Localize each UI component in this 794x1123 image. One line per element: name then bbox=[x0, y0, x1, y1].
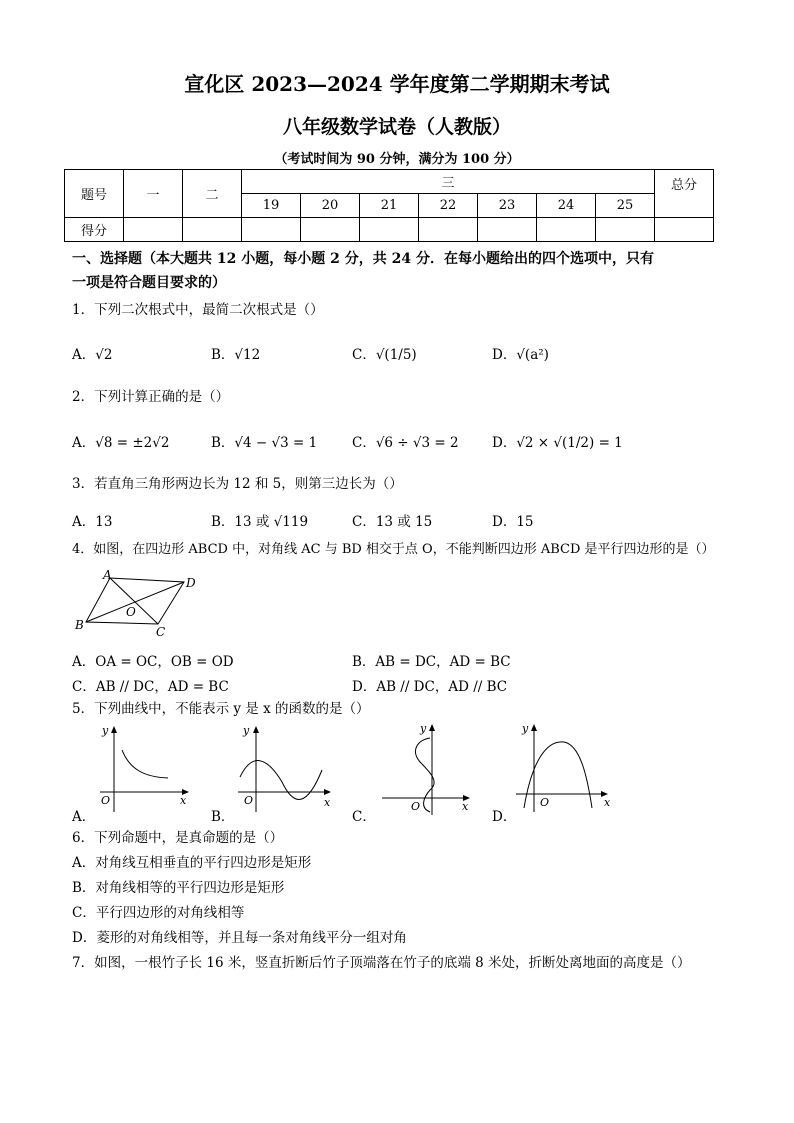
section-1-heading-line1: 一、选择题（本大题共 12 小题，每小题 2 分，共 24 分．在每小题给出的四个选项中，只有 bbox=[72, 251, 654, 267]
score-cell[interactable] bbox=[183, 218, 242, 242]
svg-text:O: O bbox=[101, 794, 111, 807]
q5-graph-a bbox=[90, 722, 195, 817]
q4-stem: 4．如图，在四边形 ABCD 中，对角线 AC 与 BD 相交于点 O，不能判断四边形 ABCD 是平行四边形的是（） bbox=[72, 542, 715, 557]
q1-option-a[interactable]: A．√2 bbox=[72, 347, 113, 363]
row-label-score: 得分 bbox=[65, 218, 124, 242]
q3-stem: 3．若直角三角形两边长为 12 和 5，则第三边长为（） bbox=[72, 476, 403, 492]
q6-option-d[interactable]: D．菱形的对角线相等，并且每一条对角线平分一组对角 bbox=[72, 930, 407, 946]
svg-text:O: O bbox=[244, 794, 254, 807]
section-1-heading-line2: 一项是符合题目要求的） bbox=[72, 275, 226, 291]
sub-col-23: 23 bbox=[478, 194, 537, 218]
score-cell[interactable] bbox=[478, 218, 537, 242]
q2-option-d[interactable]: D．√2 × √(1/2) = 1 bbox=[492, 435, 623, 451]
score-cell[interactable] bbox=[301, 218, 360, 242]
q1-stem: 1．下列二次根式中，最简二次根式是（） bbox=[72, 302, 324, 318]
q3-option-c[interactable]: C．13 或 15 bbox=[352, 514, 433, 530]
q3-option-d[interactable]: D．15 bbox=[492, 514, 534, 530]
sub-col-25: 25 bbox=[596, 194, 655, 218]
q4-option-d[interactable]: D．AB // DC，AD // BC bbox=[352, 679, 508, 695]
q2-option-b[interactable]: B．√4 − √3 = 1 bbox=[211, 435, 318, 451]
q2-option-c[interactable]: C．√6 ÷ √3 = 2 bbox=[352, 435, 459, 451]
q5-option-b[interactable]: B． bbox=[211, 809, 235, 825]
q6-stem: 6．下列命题中，是真命题的是（） bbox=[72, 830, 284, 846]
score-cell[interactable] bbox=[124, 218, 183, 242]
score-table bbox=[64, 169, 714, 242]
q1-option-c[interactable]: C．√(1/5) bbox=[352, 347, 417, 363]
sub-col-20: 20 bbox=[301, 194, 360, 218]
score-cell[interactable] bbox=[596, 218, 655, 242]
score-cell[interactable] bbox=[360, 218, 419, 242]
svg-text:y: y bbox=[522, 722, 529, 735]
q5-graph-d bbox=[512, 720, 617, 817]
svg-text:y: y bbox=[420, 722, 427, 735]
score-cell[interactable] bbox=[419, 218, 478, 242]
q5-option-c[interactable]: C． bbox=[352, 809, 376, 825]
q2-stem: 2．下列计算正确的是（） bbox=[72, 389, 230, 405]
q1-option-b[interactable]: B．√12 bbox=[211, 347, 261, 363]
fig-label-d: D bbox=[186, 576, 196, 590]
q5-stem: 5．下列曲线中，不能表示 y 是 x 的函数的是（） bbox=[72, 701, 370, 717]
q6-option-c[interactable]: C．平行四边形的对角线相等 bbox=[72, 905, 245, 921]
sub-col-22: 22 bbox=[419, 194, 478, 218]
col-section-1: 一 bbox=[124, 170, 183, 218]
fig-label-a: A bbox=[103, 568, 112, 582]
col-section-2: 二 bbox=[183, 170, 242, 218]
q6-option-a[interactable]: A．对角线互相垂直的平行四边形是矩形 bbox=[72, 855, 312, 871]
svg-text:x: x bbox=[324, 796, 331, 809]
svg-text:y: y bbox=[243, 724, 250, 737]
q5-option-a[interactable]: A． bbox=[72, 809, 96, 825]
fig-label-b: B bbox=[75, 618, 84, 632]
exam-note: （考试时间为 90 分钟，满分为 100 分） bbox=[274, 152, 520, 167]
q2-option-a[interactable]: A．√8 = ±2√2 bbox=[72, 435, 170, 451]
col-section-3: 三 bbox=[242, 170, 655, 194]
score-cell[interactable] bbox=[655, 218, 714, 242]
exam-subtitle: 八年级数学试卷（人教版） bbox=[282, 116, 511, 138]
svg-text:x: x bbox=[604, 796, 611, 809]
exam-title: 宣化区 2023—2024 学年度第二学期期末考试 bbox=[184, 72, 610, 96]
sub-col-21: 21 bbox=[360, 194, 419, 218]
svg-text:x: x bbox=[462, 800, 469, 813]
sub-col-24: 24 bbox=[537, 194, 596, 218]
q7-stem: 7．如图，一根竹子长 16 米，竖直折断后竹子顶端落在竹子的底端 8 米处，折断处离地面的高度是（） bbox=[72, 955, 691, 971]
row-label-question: 题号 bbox=[65, 170, 124, 218]
svg-text:O: O bbox=[540, 796, 550, 809]
q5-graph-b bbox=[232, 722, 337, 817]
fig-label-o: O bbox=[126, 605, 136, 619]
svg-text:O: O bbox=[411, 800, 421, 813]
svg-text:y: y bbox=[102, 724, 109, 737]
q1-option-d[interactable]: D．√(a²) bbox=[492, 347, 549, 363]
parallelogram-figure bbox=[72, 566, 212, 638]
fig-label-c: C bbox=[156, 625, 166, 638]
svg-text:x: x bbox=[180, 794, 187, 807]
col-total: 总分 bbox=[655, 170, 714, 218]
q3-option-a[interactable]: A．13 bbox=[72, 514, 113, 530]
q5-option-d[interactable]: D． bbox=[492, 809, 517, 825]
q4-option-a[interactable]: A．OA = OC，OB = OD bbox=[72, 654, 234, 670]
sub-col-19: 19 bbox=[242, 194, 301, 218]
q3-option-b[interactable]: B．13 或 √119 bbox=[211, 514, 309, 530]
score-cell[interactable] bbox=[242, 218, 301, 242]
q4-option-b[interactable]: B．AB = DC，AD = BC bbox=[352, 654, 511, 670]
score-cell[interactable] bbox=[537, 218, 596, 242]
q4-option-c[interactable]: C．AB // DC，AD = BC bbox=[72, 679, 229, 695]
q6-option-b[interactable]: B．对角线相等的平行四边形是矩形 bbox=[72, 880, 285, 896]
q5-graph-c bbox=[378, 720, 478, 817]
